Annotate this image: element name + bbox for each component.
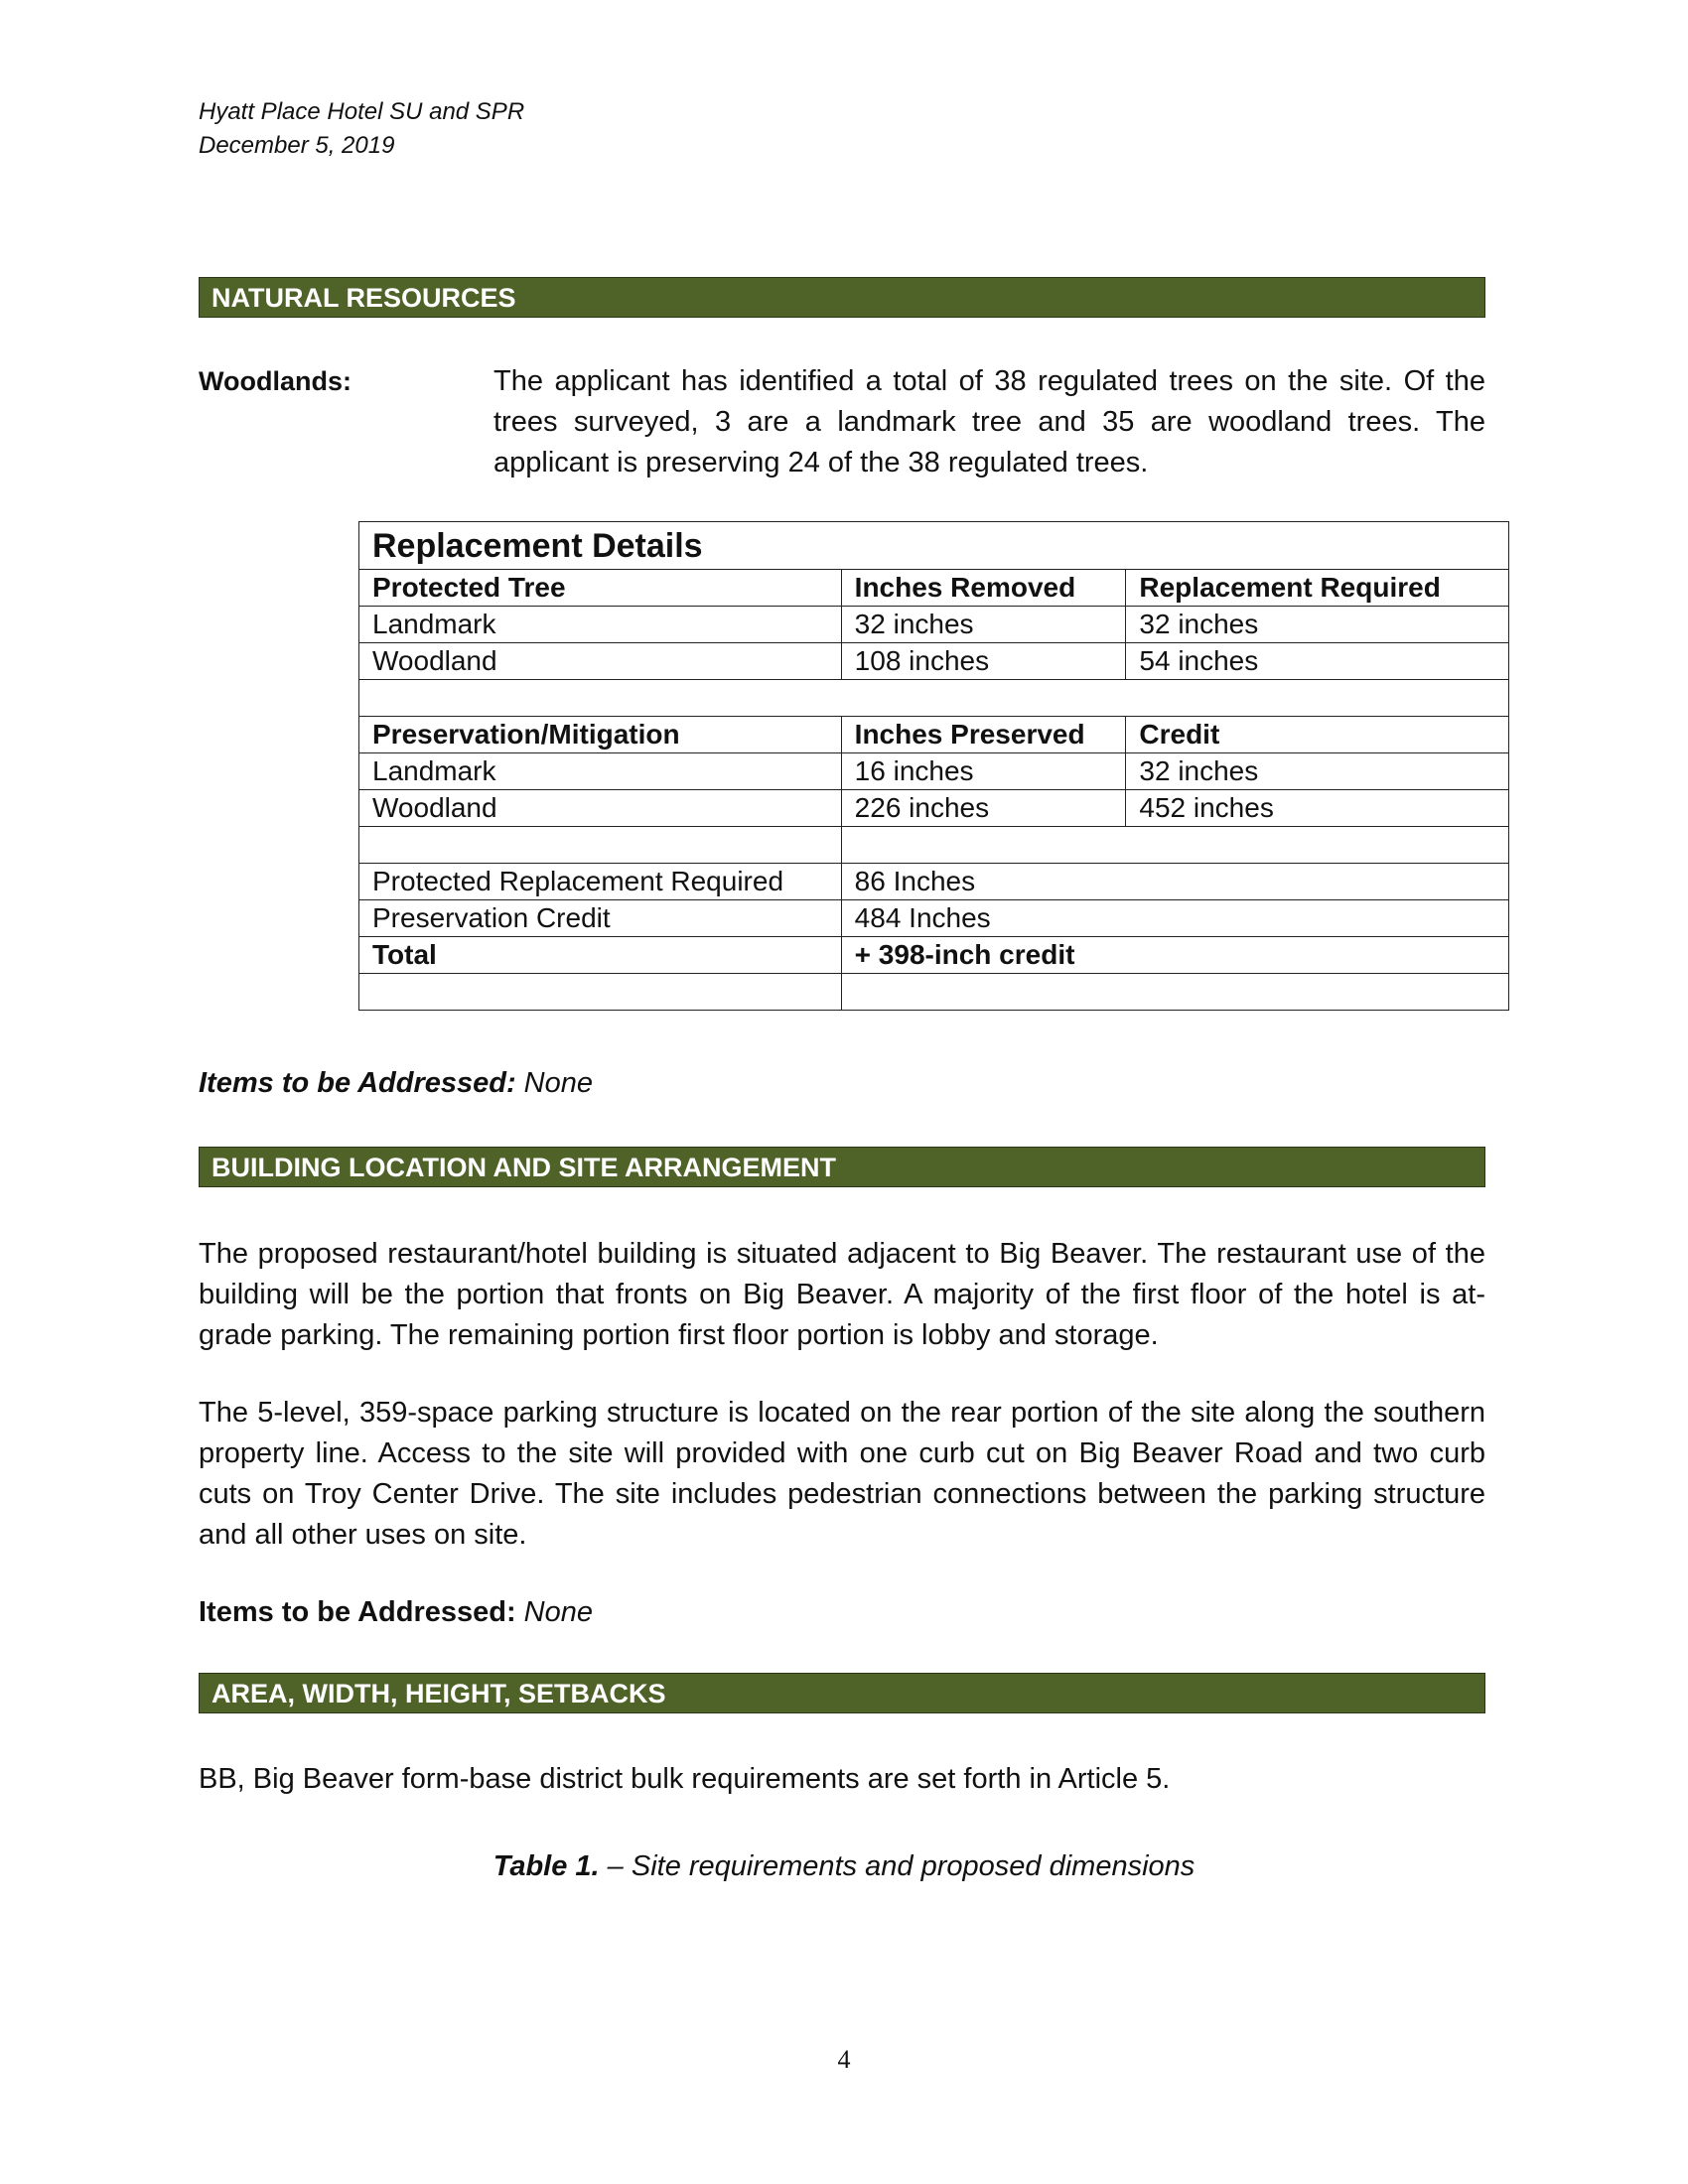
table-cell-empty — [359, 827, 842, 864]
table-cell: Preservation Credit — [359, 900, 842, 937]
table-cell: 16 inches — [841, 753, 1126, 790]
table-header-row — [359, 717, 1509, 753]
building-location-paragraph-2: The 5-level, 359-space parking structure is located on the rear portion of the site along the southern property line. Access to the site will provided with one curb cut on Big Beaver Road and two curb cuts on Troy Center Drive. The site includes pedestrian connections between the parking structure and all other uses on site. — [199, 1397, 1485, 1551]
table-row — [359, 643, 1509, 680]
table-cell: + 398-inch credit — [841, 937, 1508, 974]
items-label: Items to be Addressed: — [199, 1596, 516, 1628]
table-header-cell: Preservation/Mitigation — [359, 717, 842, 753]
table-cell-empty — [359, 974, 842, 1011]
items-to-be-addressed-natural — [199, 1063, 593, 1104]
table-cell: Woodland — [359, 643, 842, 680]
caption-label: Table 1. — [492, 1850, 600, 1882]
replacement-details-table — [358, 521, 1509, 1011]
table-cell: 32 inches — [1126, 607, 1509, 643]
table-spacer-row — [359, 827, 1509, 864]
table-cell-empty — [841, 827, 1508, 864]
table-header-row — [359, 570, 1509, 607]
table-cell: 226 inches — [841, 790, 1126, 827]
table-row — [359, 753, 1509, 790]
table-cell: 86 Inches — [841, 864, 1508, 900]
woodlands-label: Woodlands: — [199, 366, 352, 396]
items-to-be-addressed-building — [199, 1592, 593, 1633]
woodlands-text: The applicant has identified a total of 38 regulated trees on the site. Of the trees surveyed, 3 are a landmark tree and 35 are woodland trees. The applicant is preserving 24 of the 38 regulated trees. — [493, 365, 1485, 478]
caption-text: – Site requirements and proposed dimensions — [599, 1850, 1196, 1882]
table-header-cell: Replacement Required — [1126, 570, 1509, 607]
table-cell: 54 inches — [1126, 643, 1509, 680]
table-cell: 484 Inches — [841, 900, 1508, 937]
table-cell: 108 inches — [841, 643, 1126, 680]
table-title: Replacement Details — [359, 522, 1509, 570]
table-header-cell: Inches Removed — [841, 570, 1126, 607]
table-total-row — [359, 937, 1509, 974]
building-location-paragraph-1: The proposed restaurant/hotel building is situated adjacent to Big Beaver. The restaurant use of the building will be the portion that fronts on Big Beaver. A majority of the first floor of the hotel is at-grade parking. The remaining portion first floor portion is lobby and storage. — [199, 1238, 1485, 1351]
table-caption — [0, 1846, 1688, 1886]
header-title: Hyatt Place Hotel SU and SPR — [199, 98, 525, 125]
table-cell: Total — [359, 937, 842, 974]
table-spacer-row — [359, 974, 1509, 1011]
table-cell: Landmark — [359, 753, 842, 790]
items-label: Items to be Addressed: — [199, 1067, 516, 1099]
section-heading-building-location: BUILDING LOCATION AND SITE ARRANGEMENT — [199, 1147, 1485, 1187]
table-cell-empty — [841, 974, 1508, 1011]
table-header-cell: Protected Tree — [359, 570, 842, 607]
items-value: None — [523, 1067, 593, 1099]
section-heading-natural-resources: NATURAL RESOURCES — [199, 277, 1485, 318]
header-date: December 5, 2019 — [199, 132, 395, 159]
table-cell: Protected Replacement Required — [359, 864, 842, 900]
page-number: 4 — [837, 2045, 851, 2074]
table-row — [359, 900, 1509, 937]
table-spacer-row — [359, 680, 1509, 717]
table-cell: 32 inches — [841, 607, 1126, 643]
table-row — [359, 864, 1509, 900]
table-cell: 32 inches — [1126, 753, 1509, 790]
table-cell: Landmark — [359, 607, 842, 643]
section-heading-area-width: AREA, WIDTH, HEIGHT, SETBACKS — [199, 1673, 1485, 1713]
area-width-paragraph: BB, Big Beaver form-base district bulk requirements are set forth in Article 5. — [199, 1763, 1171, 1795]
table-header-cell: Credit — [1126, 717, 1509, 753]
table-row — [359, 607, 1509, 643]
table-header-cell: Inches Preserved — [841, 717, 1126, 753]
table-row — [359, 790, 1509, 827]
items-value: None — [523, 1596, 593, 1628]
table-cell: Woodland — [359, 790, 842, 827]
table-cell-empty — [359, 680, 1509, 717]
table-cell: 452 inches — [1126, 790, 1509, 827]
